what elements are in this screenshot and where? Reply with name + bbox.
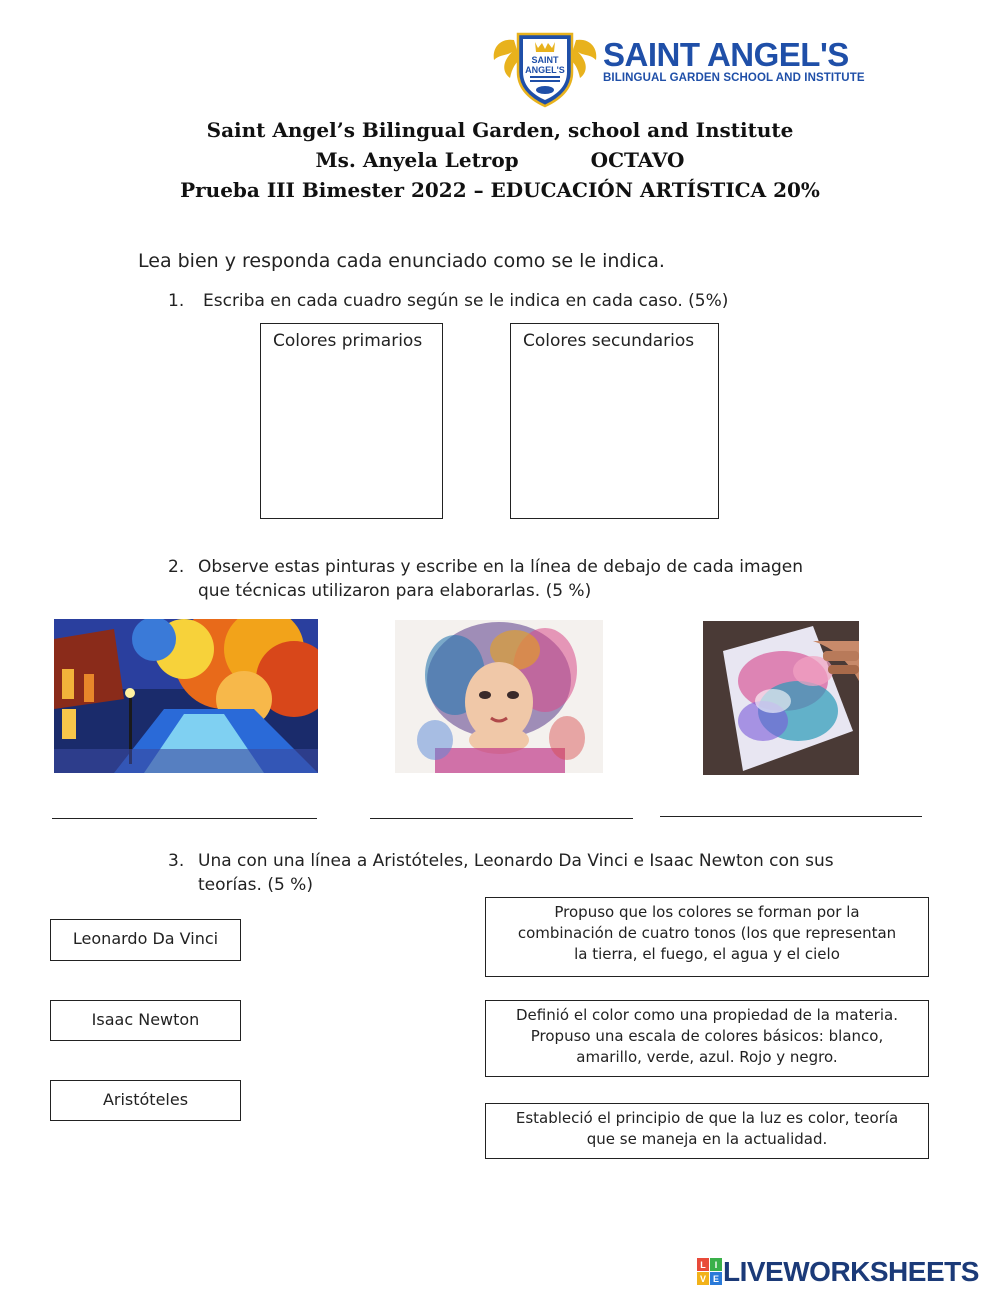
school-name-heading: Saint Angel’s Bilingual Garden, school and Institute	[206, 118, 794, 142]
painting-autumn-street	[54, 619, 318, 773]
q2-text-line1: Observe estas pinturas y escribe en la línea de debajo de cada imagen	[198, 557, 804, 577]
theory-box-four-tones[interactable]	[485, 897, 929, 977]
q2-text-line2: que técnicas utilizaron para elaborarlas. (5 %)	[198, 581, 592, 601]
name-box-aristoteles[interactable]: Aristóteles	[50, 1080, 241, 1121]
secondary-colors-box[interactable]	[510, 323, 719, 519]
painting-watercolor-portrait	[395, 620, 603, 773]
painting-1-answer-line[interactable]	[52, 818, 317, 819]
logo-wordmark	[603, 38, 865, 84]
name-box-newton[interactable]: Isaac Newton	[50, 1000, 241, 1041]
theory-1-line-2: combinación de cuatro tonos (los que representan	[517, 924, 897, 942]
teacher-name: Ms. Anyela Letrop	[315, 148, 519, 172]
logo-title: SAINT ANGEL'S	[603, 36, 849, 73]
painting-pastel-texture	[703, 621, 859, 775]
primary-colors-label: Colores primarios	[273, 331, 423, 351]
secondary-colors-label: Colores secundarios	[523, 331, 695, 351]
painting-2-answer-line[interactable]	[370, 818, 633, 819]
theory-box-light-is-color[interactable]	[485, 1103, 929, 1159]
svg-text:E: E	[712, 1274, 720, 1284]
theory-1-line-1: Propuso que los colores se forman por la	[554, 903, 860, 921]
svg-text:ANGEL'S: ANGEL'S	[525, 65, 565, 75]
svg-text:SAINT: SAINT	[531, 55, 559, 65]
grade-label: OCTAVO	[590, 148, 685, 172]
logo-subtitle: BILINGUAL GARDEN SCHOOL AND INSTITUTE	[603, 72, 865, 84]
q1-number: 1.	[168, 291, 185, 311]
svg-text:I: I	[714, 1260, 718, 1270]
liveworksheets-badge-icon	[697, 1258, 723, 1286]
q1-text: Escriba en cada cuadro según se le indica en cada caso. (5%)	[203, 291, 729, 311]
q2-number: 2.	[168, 557, 185, 577]
theory-box-matter-property[interactable]	[485, 1000, 929, 1077]
theory-2-line-3: amarillo, verde, azul. Rojo y negro.	[576, 1048, 838, 1066]
svg-text:V: V	[699, 1274, 707, 1284]
theory-3-line-1: Estableció el principio de que la luz es color, teoría	[515, 1109, 899, 1127]
instructions: Lea bien y responda cada enunciado como se le indica.	[138, 250, 665, 272]
shield-icon	[490, 22, 600, 108]
theory-2-line-2: Propuso una escala de colores básicos: blanco,	[530, 1027, 884, 1045]
liveworksheets-logo	[697, 1256, 979, 1288]
q3-text-line1: Una con una línea a Aristóteles, Leonardo Da Vinci e Isaac Newton con sus	[198, 851, 834, 871]
liveworksheets-brand: LIVEWORKSHEETS	[723, 1256, 979, 1287]
primary-colors-box[interactable]	[260, 323, 443, 519]
name-box-da-vinci[interactable]: Leonardo Da Vinci	[50, 919, 241, 961]
theory-1-line-3: la tierra, el fuego, el agua y el cielo	[574, 945, 840, 963]
teacher-grade-heading	[0, 148, 1000, 172]
theory-3-line-2: que se maneja en la actualidad.	[586, 1130, 828, 1148]
theory-2-line-1: Definió el color como una propiedad de la materia.	[516, 1006, 898, 1024]
svg-text:L: L	[700, 1260, 706, 1270]
q3-text-line2: teorías. (5 %)	[198, 875, 313, 895]
exam-title: Prueba III Bimester 2022 – EDUCACIÓN ARTÍSTICA 20%	[180, 178, 820, 202]
q3-number: 3.	[168, 851, 185, 871]
painting-3-answer-line[interactable]	[660, 816, 922, 817]
school-logo	[490, 22, 600, 108]
